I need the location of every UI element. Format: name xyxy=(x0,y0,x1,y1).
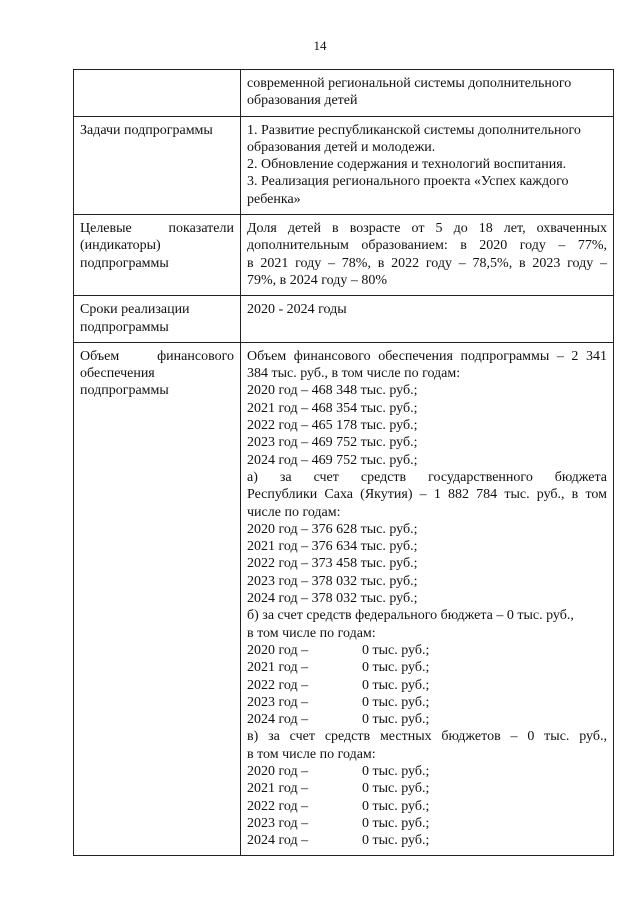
year-amount: 0 тыс. руб.; xyxy=(362,660,430,676)
year-label: 2023 год – xyxy=(247,815,309,831)
text-line: в 2021 году – 78%, в 2022 году – 78,5%, в 2023 году – xyxy=(247,255,607,271)
funding-year-line: 2024 год – 469 752 тыс. руб.; xyxy=(247,452,418,468)
year-amount: 0 тыс. руб.; xyxy=(362,642,430,658)
funding-year-line xyxy=(247,642,607,659)
label-line: подпрограммы xyxy=(80,255,169,271)
row-label-funding xyxy=(74,342,241,856)
text-line: Республики Саха (Якутия) – 1 882 784 тыс. руб., в том xyxy=(247,487,607,503)
text-line: в том числе по годам: xyxy=(247,625,376,641)
text-line: образования детей xyxy=(247,93,358,109)
year-amount: 0 тыс. руб.; xyxy=(362,712,430,728)
row-label-indicators xyxy=(74,215,241,296)
row-label-tasks: Задачи подпрограммы xyxy=(74,116,241,214)
text-line: дополнительным образованием: в 2020 году – 77%, xyxy=(247,238,607,254)
subprogram-passport-table xyxy=(73,69,614,856)
year-label: 2020 год – xyxy=(247,642,309,658)
year-label: 2020 год – xyxy=(247,763,309,779)
funding-year-line: 2024 год – 378 032 тыс. руб.; xyxy=(247,591,418,607)
funding-year-line: 2020 год – 468 348 тыс. руб.; xyxy=(247,383,418,399)
year-amount: 0 тыс. руб.; xyxy=(362,815,430,831)
label-line: Объем финансового xyxy=(80,348,234,364)
label-line: подпрограммы xyxy=(80,383,169,399)
text-line: 79%, в 2024 году – 80% xyxy=(247,272,388,288)
funding-year-line xyxy=(247,815,607,832)
indicators-cell xyxy=(241,215,614,296)
year-amount: 0 тыс. руб.; xyxy=(362,833,430,849)
funding-year-line xyxy=(247,659,607,676)
label-line: подпрограммы xyxy=(80,319,169,335)
funding-year-line xyxy=(247,832,607,849)
text-line: 3. Реализация регионального проекта «Успех каждого xyxy=(247,174,569,190)
year-label: 2021 год – xyxy=(247,781,309,797)
funding-year-line xyxy=(247,677,607,694)
row-label-empty xyxy=(74,70,241,117)
year-label: 2022 год – xyxy=(247,677,309,693)
text-line: б) за счет средств федерального бюджета – 0 тыс. руб., xyxy=(247,608,574,624)
table-row xyxy=(74,296,614,343)
row-label-terms xyxy=(74,296,241,343)
funding-year-line xyxy=(247,763,607,780)
table-row xyxy=(74,116,614,214)
funding-year-line: 2021 год – 468 354 тыс. руб.; xyxy=(247,400,418,416)
year-amount: 0 тыс. руб.; xyxy=(362,781,430,797)
funding-year-line: 2021 год – 376 634 тыс. руб.; xyxy=(247,539,418,555)
year-label: 2022 год – xyxy=(247,798,309,814)
year-amount: 0 тыс. руб.; xyxy=(362,763,430,779)
text-line: образования детей и молодежи. xyxy=(247,139,436,155)
label-line: (индикаторы) xyxy=(80,238,161,254)
text-line: а) за счет средств государственного бюджета xyxy=(247,469,607,485)
year-label: 2024 год – xyxy=(247,712,309,728)
label-line: Сроки реализации xyxy=(80,302,190,318)
label-line: обеспечения xyxy=(80,366,155,382)
goal-continuation-cell xyxy=(241,70,614,117)
text-line: 2020 - 2024 годы xyxy=(247,302,347,318)
page-number: 14 xyxy=(313,38,327,53)
terms-cell xyxy=(241,296,614,343)
text-line: 384 тыс. руб., в том числе по годам: xyxy=(247,366,461,382)
label-line: Целевые показатели xyxy=(80,221,234,237)
year-amount: 0 тыс. руб.; xyxy=(362,798,430,814)
year-label: 2023 год – xyxy=(247,694,309,710)
table-row xyxy=(74,342,614,856)
funding-year-line: 2023 год – 469 752 тыс. руб.; xyxy=(247,435,418,451)
year-amount: 0 тыс. руб.; xyxy=(362,694,430,710)
text-line: 1. Развитие республиканской системы дополнительного xyxy=(247,122,581,138)
funding-year-line xyxy=(247,780,607,797)
funding-year-line: 2022 год – 465 178 тыс. руб.; xyxy=(247,418,418,434)
text-line: 2. Обновление содержания и технологий воспитания. xyxy=(247,157,567,173)
table-row xyxy=(74,70,614,117)
text-line: ребенка» xyxy=(247,191,301,207)
text-line: в том числе по годам: xyxy=(247,746,376,762)
text-line: в) за счет средств местных бюджетов – 0 тыс. руб., xyxy=(247,729,607,745)
text-line: Доля детей в возрасте от 5 до 18 лет, охваченных xyxy=(247,221,607,237)
text-line: числе по годам: xyxy=(247,504,341,520)
year-label: 2021 год – xyxy=(247,660,309,676)
text-line: Объем финансового обеспечения подпрограммы – 2 341 xyxy=(247,348,607,364)
funding-year-line xyxy=(247,694,607,711)
tasks-cell xyxy=(241,116,614,214)
funding-year-line: 2023 год – 378 032 тыс. руб.; xyxy=(247,573,418,589)
funding-year-line: 2020 год – 376 628 тыс. руб.; xyxy=(247,521,418,537)
text-line: современной региональной системы дополнительного xyxy=(247,76,572,91)
year-label: 2024 год – xyxy=(247,833,309,849)
funding-year-line xyxy=(247,798,607,815)
funding-cell xyxy=(241,342,614,856)
funding-year-line xyxy=(247,711,607,728)
table-row xyxy=(74,215,614,296)
funding-year-line: 2022 год – 373 458 тыс. руб.; xyxy=(247,556,418,572)
year-amount: 0 тыс. руб.; xyxy=(362,677,430,693)
